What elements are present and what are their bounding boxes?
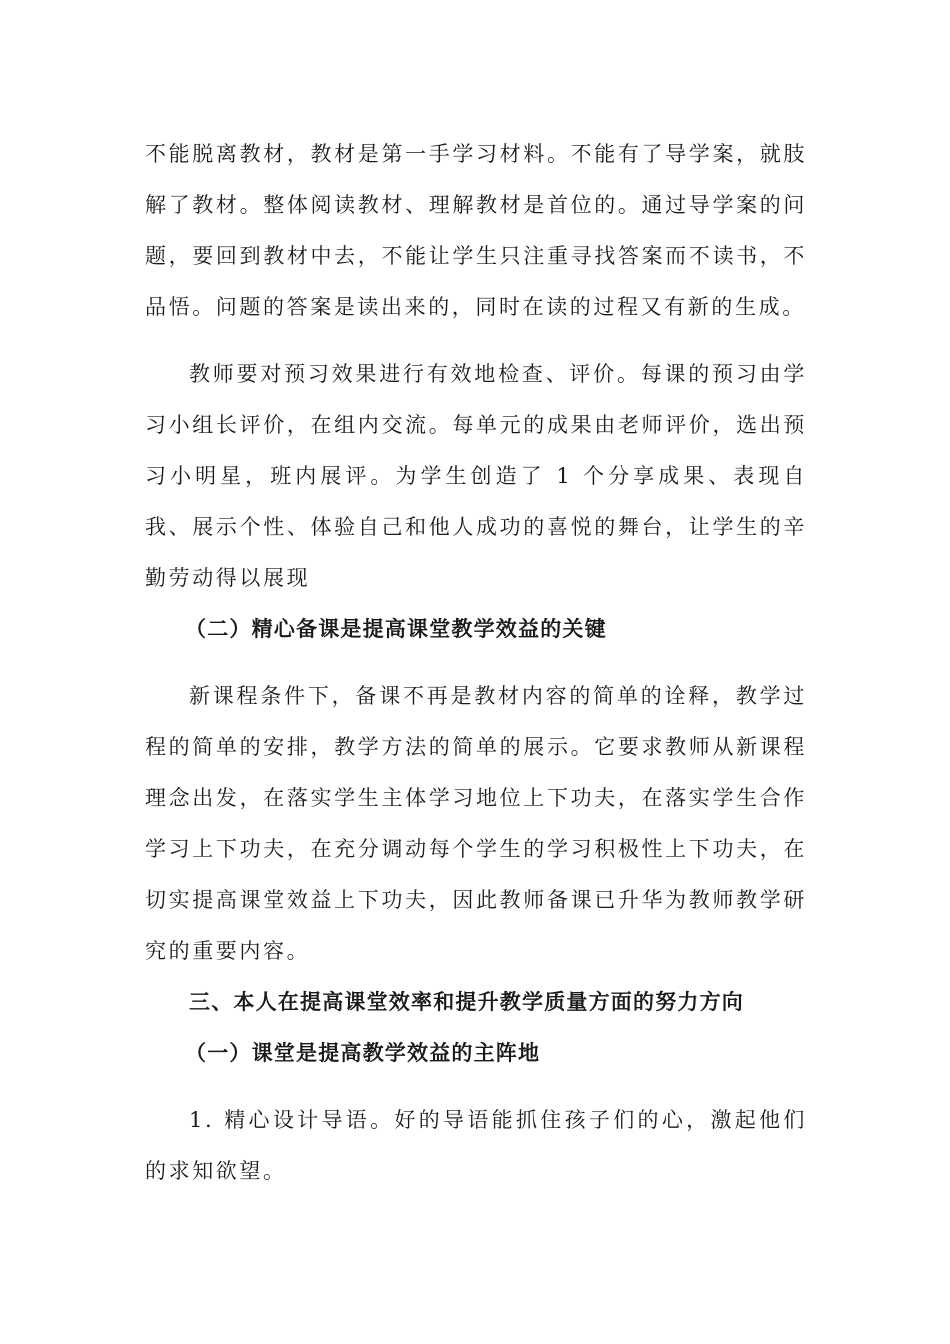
paragraph-introduction: 1. 精心设计导语。好的导语能抓住孩子们的心，激起他们的求知欲望。 [145, 1108, 807, 1183]
section-heading-lesson-prep: （二）精心备课是提高课堂教学效益的关键 [185, 617, 607, 641]
section-heading-direction: 三、本人在提高课堂效率和提升教学质量方面的努力方向 [189, 990, 744, 1014]
paragraph-textbook: 不能脱离教材，教材是第一手学习材料。不能有了导学案，就肢解了教材。整体阅读教材、理解教材是首位的。通过导学案的问题，要回到教材中去，不能让学生只注重寻找答案而不读书，不品悟。问题的答案是读出来的，同时在读的过程又有新的生成。 [145, 142, 807, 319]
paragraph-preview-evaluation: 教师要对预习效果进行有效地检查、评价。每课的预习由学习小组长评价，在组内交流。每单元的成果由老师评价，选出预习小明星，班内展评。为学生创造了 1 个分享成果、表现自我、展示个性、体验自己和他人成功的喜悦的舞台，让学生的辛勤劳动得以展现 [145, 362, 807, 590]
paragraph-lesson-prep: 新课程条件下，备课不再是教材内容的简单的诠释，教学过程的简单的安排，教学方法的简单的展示。它要求教师从新课程理念出发，在落实学生主体学习地位上下功夫，在落实学生合作学习上下功夫，在充分调动每个学生的学习积极性上下功夫，在切实提高课堂效益上下功夫，因此教师备课已升华为教师教学研究的重要内容。 [145, 684, 807, 963]
document-body [145, 129, 807, 1197]
section-heading-classroom: （一）课堂是提高教学效益的主阵地 [185, 1041, 541, 1065]
